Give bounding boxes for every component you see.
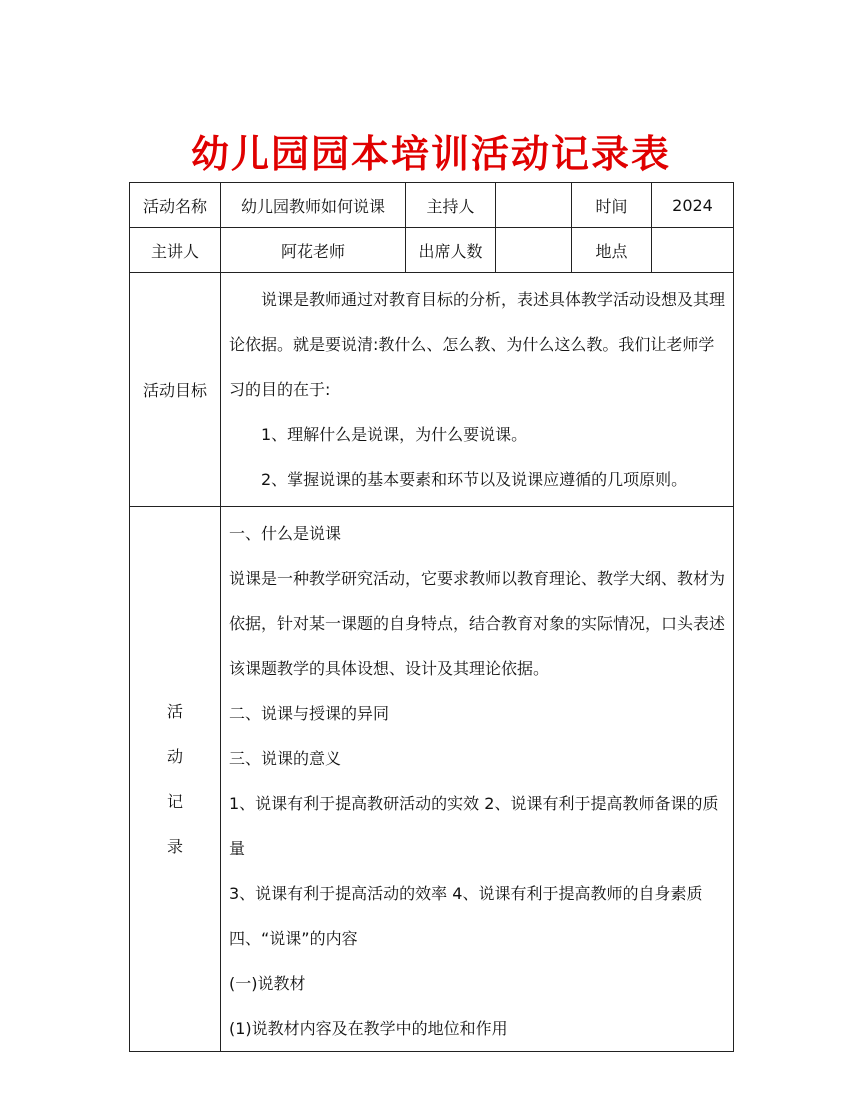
record-line: 一、什么是说课 <box>229 524 342 543</box>
goal-label: 活动目标 <box>130 273 221 507</box>
record-line: 说课是一种教学研究活动，它要求教师以教育理论、教学大纲、教材为依据，针对某一课题的自身特点，结合教育对象的实际情况，口头表述该课题教学的具体设想、设计及其理论依据。 <box>229 569 726 678</box>
activity-record-table <box>129 182 734 1052</box>
goal-content <box>221 273 734 507</box>
record-label-char: 记 <box>166 792 183 811</box>
record-line: 二、说课与授课的异同 <box>229 704 390 723</box>
place-label: 地点 <box>572 228 652 273</box>
activity-name-label: 活动名称 <box>130 183 221 228</box>
record-label-char: 录 <box>166 837 183 856</box>
page-title: 幼儿园园本培训活动记录表 <box>190 132 671 176</box>
record-label-char: 活 <box>166 702 183 721</box>
goal-item-2: 2、掌握说课的基本要素和环节以及说课应遵循的几项原则。 <box>261 470 688 489</box>
time-label: 时间 <box>572 183 652 228</box>
record-label <box>130 507 221 1052</box>
record-line: (一)说教材 <box>229 974 306 993</box>
place-value <box>652 228 734 273</box>
record-label-char: 动 <box>166 747 183 766</box>
record-line: 3、说课有利于提高活动的效率 4、说课有利于提高教师的自身素质 <box>229 884 703 903</box>
table-row-speaker-info <box>130 228 734 273</box>
host-value <box>496 183 572 228</box>
table-row-activity-info <box>130 183 734 228</box>
record-content <box>221 507 734 1052</box>
record-line: 1、说课有利于提高教研活动的实效 2、说课有利于提高教师备课的质量 <box>229 794 719 858</box>
record-line: 三、说课的意义 <box>229 749 342 768</box>
record-line: 四、“说课”的内容 <box>229 929 358 948</box>
goal-item-1: 1、理解什么是说课，为什么要说课。 <box>261 425 528 444</box>
time-value: 2024 <box>652 183 734 228</box>
record-line: (1)说教材内容及在教学中的地位和作用 <box>229 1019 508 1038</box>
goal-intro: 说课是教师通过对教育目标的分析，表述具体教学活动设想及其理论依据。就是要说清:教什么、怎么教、为什么这么教。我们让老师学习的目的在于: <box>229 290 726 399</box>
host-label: 主持人 <box>406 183 496 228</box>
speaker-label: 主讲人 <box>130 228 221 273</box>
speaker-value: 阿花老师 <box>221 228 406 273</box>
attendance-value <box>496 228 572 273</box>
activity-name-value: 幼儿园教师如何说课 <box>221 183 406 228</box>
table-row-goal <box>130 273 734 507</box>
attendance-label: 出席人数 <box>406 228 496 273</box>
table-row-record <box>130 507 734 1052</box>
